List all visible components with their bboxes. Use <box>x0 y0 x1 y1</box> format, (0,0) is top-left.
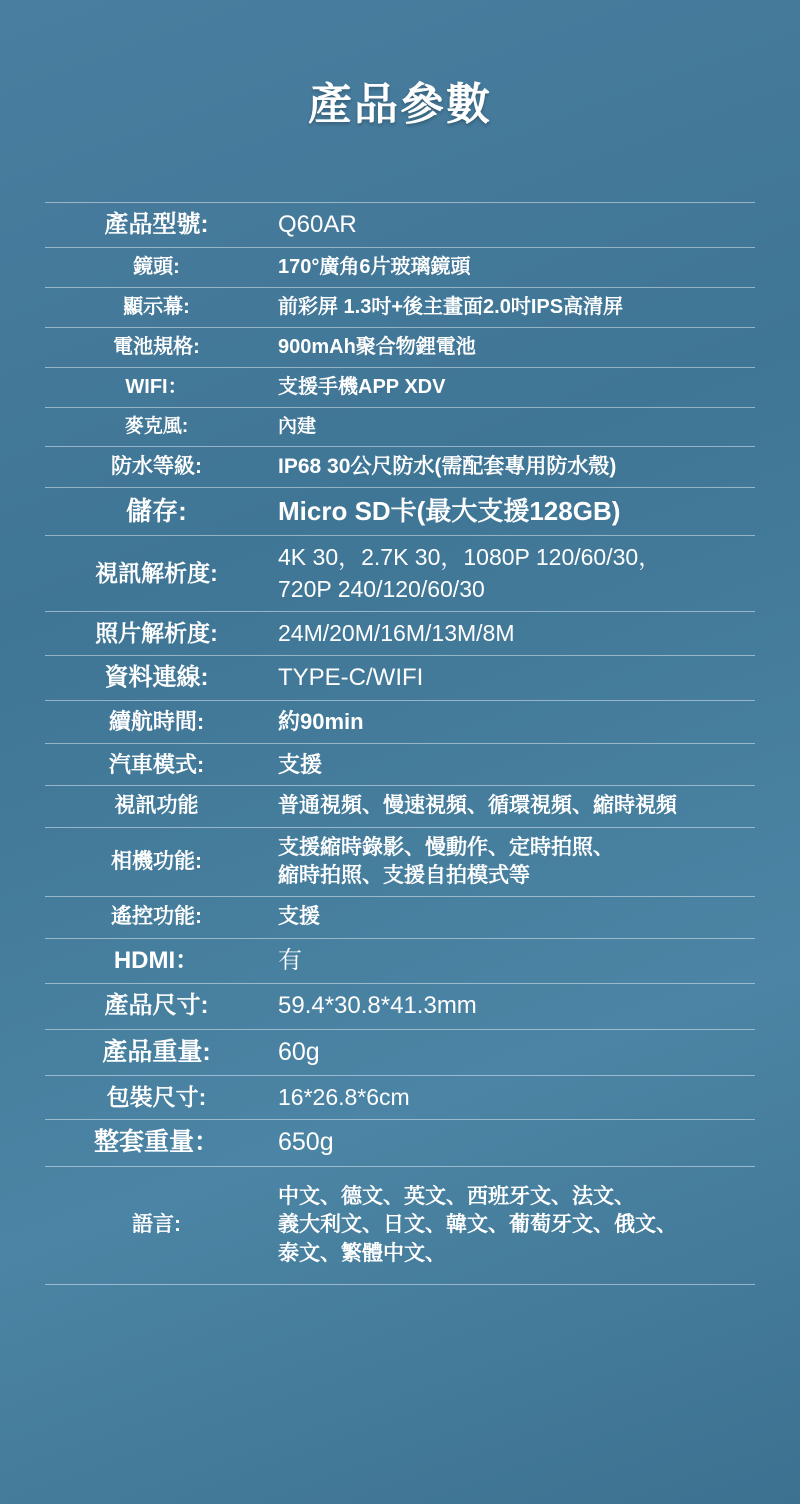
table-row <box>45 1029 755 1076</box>
spec-label: 包裝尺寸: <box>106 1084 207 1111</box>
spec-label: 照片解析度: <box>95 619 218 646</box>
spec-value-line: 60g <box>278 1037 320 1066</box>
table-row <box>45 655 755 700</box>
spec-value <box>268 1029 755 1076</box>
table-row <box>45 938 755 983</box>
spec-value-line: 縮時拍照、支援自拍模式等 <box>278 864 530 888</box>
spec-label: 鏡頭: <box>133 256 180 279</box>
spec-label: 遙控功能: <box>111 905 202 929</box>
spec-value <box>268 1120 755 1167</box>
spec-label: 整套重量： <box>93 1128 219 1157</box>
table-row <box>45 488 755 536</box>
spec-label: 汽車模式: <box>108 751 205 777</box>
spec-value-line: TYPE-C/WIFI <box>278 663 424 691</box>
spec-value <box>268 827 755 897</box>
table-row <box>45 288 755 328</box>
spec-value-line: 170°廣角6片玻璃鏡頭 <box>278 256 471 279</box>
spec-label: 視訊解析度: <box>95 559 218 586</box>
spec-value-line: Q60AR <box>278 211 357 238</box>
spec-label: 資料連線: <box>104 663 209 691</box>
spec-value-line: 內建 <box>278 416 317 438</box>
spec-label: 產品型號: <box>104 211 209 238</box>
specification-table <box>45 202 755 1285</box>
spec-value-line: 約90min <box>278 709 364 734</box>
spec-value <box>268 447 755 488</box>
table-row <box>45 248 755 288</box>
table-row <box>45 328 755 368</box>
table-row <box>45 368 755 408</box>
spec-value <box>268 536 755 611</box>
spec-value <box>268 288 755 328</box>
spec-value-line: 普通視頻、慢速視頻、循環視頻、縮時視頻 <box>278 794 677 818</box>
table-row <box>45 203 755 248</box>
table-row <box>45 1167 755 1285</box>
specification-table-body <box>45 203 755 1285</box>
spec-label: WIFI： <box>125 376 188 399</box>
spec-label: 產品重量: <box>102 1037 211 1066</box>
table-row <box>45 408 755 447</box>
spec-value <box>268 1076 755 1120</box>
spec-value-line: 4K 30，2.7K 30，1080P 120/60/30， <box>278 544 662 571</box>
spec-value <box>268 897 755 938</box>
spec-value <box>268 984 755 1029</box>
table-row <box>45 701 755 744</box>
spec-value-line: 有 <box>278 946 302 974</box>
spec-label: 儲存: <box>126 496 187 527</box>
spec-label: HDMI： <box>113 946 200 974</box>
spec-value-line: 中文、德文、英文、西班牙文、法文、 <box>278 1185 635 1209</box>
spec-value <box>268 786 755 827</box>
spec-value-line: 泰文、繁體中文、 <box>278 1241 446 1265</box>
spec-value <box>268 1167 755 1285</box>
spec-label: 語言: <box>132 1213 181 1237</box>
spec-value-line: 支援 <box>278 751 323 777</box>
table-row <box>45 536 755 611</box>
spec-value <box>268 408 755 447</box>
spec-value-line: 支援手機APP XDV <box>278 376 446 399</box>
spec-value-line: 支援 <box>278 905 320 929</box>
spec-value <box>268 611 755 655</box>
spec-label: 顯示幕: <box>123 296 190 319</box>
spec-value-line: 59.4*30.8*41.3mm <box>278 992 477 1020</box>
spec-value <box>268 655 755 700</box>
table-row <box>45 984 755 1029</box>
spec-value-line: 前彩屏 1.3吋+後主畫面2.0吋IPS高清屏 <box>278 296 624 319</box>
spec-value <box>268 248 755 288</box>
spec-value-line: 支援縮時錄影、慢動作、定時拍照、 <box>278 835 614 859</box>
spec-value <box>268 701 755 744</box>
spec-value-line: 650g <box>278 1128 334 1157</box>
spec-label: 視訊功能 <box>114 794 199 818</box>
spec-value <box>268 488 755 536</box>
table-row <box>45 897 755 938</box>
table-row <box>45 786 755 827</box>
spec-value <box>268 743 755 786</box>
spec-label: 電池規格: <box>113 336 200 359</box>
spec-value-line: 24M/20M/16M/13M/8M <box>278 619 515 646</box>
spec-label: 續航時間: <box>108 709 205 734</box>
spec-value-line: 16*26.8*6cm <box>278 1084 410 1111</box>
spec-value-line: 義大利文、日文、韓文、葡萄牙文、俄文、 <box>278 1213 677 1237</box>
table-row <box>45 827 755 897</box>
spec-value-line: IP68 30公尺防水(需配套專用防水殼) <box>278 455 617 479</box>
spec-value-line: Micro SD卡(最大支援128GB) <box>278 496 621 527</box>
spec-value-line: 900mAh聚合物鋰電池 <box>278 336 476 359</box>
spec-value <box>268 328 755 368</box>
spec-label: 產品尺寸: <box>104 992 209 1020</box>
spec-label: 相機功能: <box>111 849 202 873</box>
table-row <box>45 743 755 786</box>
spec-label: 麥克風: <box>124 416 189 438</box>
table-row <box>45 611 755 655</box>
table-row <box>45 447 755 488</box>
spec-value <box>268 368 755 408</box>
spec-value-line: 720P 240/120/60/30 <box>278 575 485 602</box>
spec-value <box>268 203 755 248</box>
table-row <box>45 1076 755 1120</box>
table-row <box>45 1120 755 1167</box>
spec-label: 防水等級: <box>111 455 202 479</box>
page-title: 產品參數 <box>308 80 492 129</box>
spec-value <box>268 938 755 983</box>
